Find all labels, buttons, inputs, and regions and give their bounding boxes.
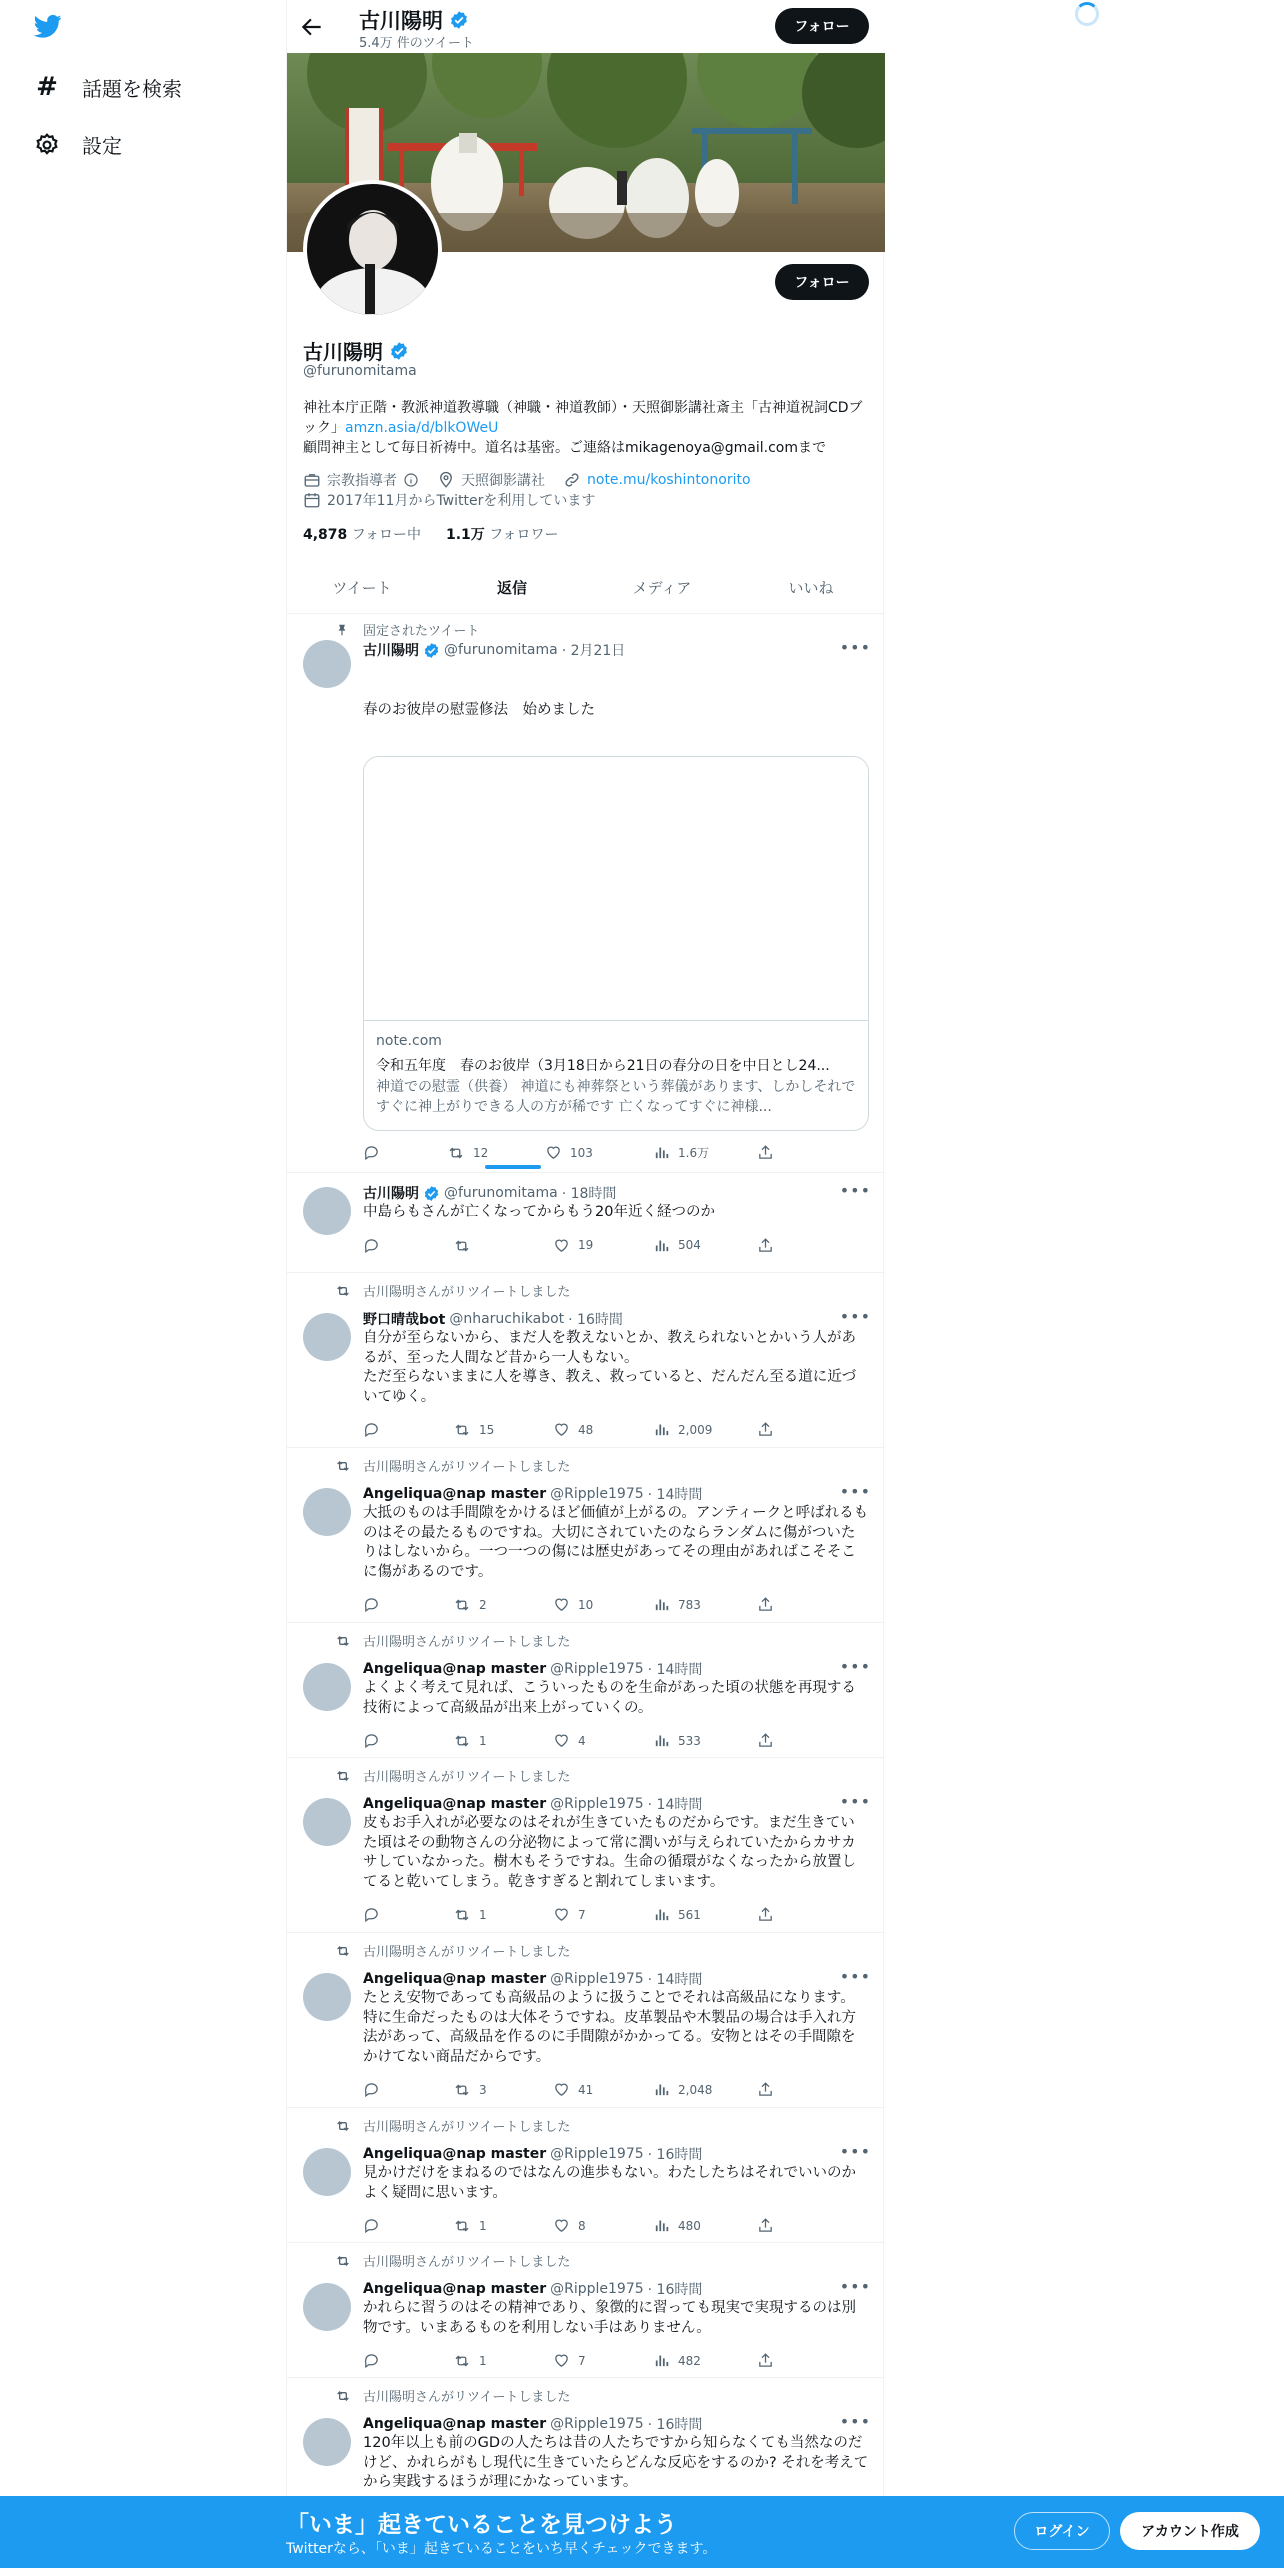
retweet-icon <box>335 2388 351 2404</box>
tweet-header <box>363 2279 702 2299</box>
header-title <box>359 5 469 35</box>
like-button[interactable] <box>553 1732 586 1749</box>
avatar[interactable] <box>303 1973 351 2021</box>
tweet-actions <box>363 1596 793 1616</box>
retweet-icon <box>335 1768 351 1784</box>
analytics-icon <box>653 1732 670 1749</box>
avatar[interactable] <box>303 1187 351 1235</box>
retweet-count: 15 <box>479 1423 495 1437</box>
login-button[interactable]: ログイン <box>1014 2512 1110 2550</box>
author-handle[interactable]: @Ripple1975 <box>550 2416 644 2432</box>
author-name[interactable]: Angeliqua@nap master <box>363 1796 547 1812</box>
followers-label: フォロワー <box>489 527 559 543</box>
retweet-icon <box>335 1283 351 1299</box>
share-icon <box>757 1732 774 1749</box>
heart-icon <box>553 1421 570 1438</box>
profile-name <box>303 336 409 365</box>
signup-banner <box>0 2496 1284 2568</box>
retweet-icon <box>453 2081 471 2099</box>
more-options-icon[interactable]: ••• <box>839 2142 871 2161</box>
retweet-icon <box>453 1732 471 1750</box>
share-icon <box>757 2352 774 2369</box>
tweet-actions <box>363 2352 793 2372</box>
avatar[interactable] <box>303 2283 351 2331</box>
follow-stats <box>303 524 559 544</box>
tweet-count: 5.4万 件のツイート <box>359 36 474 51</box>
retweet-label <box>363 1456 570 1475</box>
retweet-button[interactable] <box>453 1732 487 1750</box>
retweet-count: 2 <box>479 1598 487 1612</box>
retweet-icon <box>335 1633 351 1649</box>
tweet[interactable] <box>287 2243 885 2378</box>
tweet-text: 皮もお手入れが必要なのはそれが生きていたものだからです。まだ生きていた頃はその動物さんの分泌物によって常に潤いが与えられていたからカサカサしていなかった。樹木もそうですね。生命の循環がなくなったから放置してると乾いてしまう。乾きすぎると割れてしまいます。 <box>363 1815 856 1890</box>
retweet-count: 1 <box>479 2219 487 2233</box>
tweet-time[interactable]: · 14時間 <box>647 1662 703 1678</box>
tweet-time[interactable]: · 16時間 <box>568 1312 623 1328</box>
share-button[interactable] <box>757 2217 774 2234</box>
analytics-icon <box>653 2352 670 2369</box>
heart-icon <box>553 1732 570 1749</box>
retweet-label <box>363 1281 570 1300</box>
share-button[interactable] <box>757 1906 774 1923</box>
avatar[interactable] <box>303 1663 351 1711</box>
left-navigation <box>0 0 286 2568</box>
tweet-actions <box>363 1237 793 1257</box>
gear-icon <box>34 132 60 158</box>
share-icon <box>757 1906 774 1923</box>
view-count: 504 <box>678 1238 701 1252</box>
profile-name-text: 古川陽明 <box>303 340 383 364</box>
share-button[interactable] <box>757 2081 774 2098</box>
retweet-icon <box>453 2217 471 2235</box>
analytics-icon <box>653 2217 670 2234</box>
more-options-icon[interactable]: ••• <box>839 2412 871 2431</box>
hashtag-icon: # <box>36 72 58 102</box>
like-button[interactable] <box>553 1596 593 1613</box>
retweet-count: 3 <box>479 2083 487 2097</box>
author-handle[interactable]: @Ripple1975 <box>550 2281 644 2297</box>
tweet-time[interactable]: · 2月21日 <box>561 643 626 659</box>
heart-icon <box>553 1906 570 1923</box>
reply-button[interactable] <box>363 1144 380 1161</box>
analytics-icon <box>653 1906 670 1923</box>
view-count: 2,048 <box>678 2082 713 2097</box>
author-name[interactable]: Angeliqua@nap master <box>363 2281 547 2297</box>
retweet-label-text: 古川陽明さんがリツイートしました <box>363 1945 571 1960</box>
retweet-label-text: 古川陽明さんがリツイートしました <box>363 2120 571 2135</box>
share-icon <box>757 1421 774 1438</box>
heart-icon <box>545 1144 562 1161</box>
tweet-header <box>363 1794 702 1814</box>
more-options-icon[interactable]: ••• <box>839 1181 871 1200</box>
tab-likes[interactable]: いいね <box>788 578 834 597</box>
tweet-text: 中島らもさんが亡くなってからもう20年近く経つのか <box>363 1204 715 1220</box>
retweet-button[interactable] <box>453 1906 487 1924</box>
retweet-icon <box>453 1906 471 1924</box>
tweet-header <box>363 1309 623 1329</box>
tweet-actions <box>363 2217 793 2237</box>
retweet-icon <box>335 1943 351 1959</box>
share-button[interactable] <box>757 2352 774 2369</box>
heart-icon <box>553 2352 570 2369</box>
view-count: 482 <box>678 2353 701 2368</box>
tweet[interactable] <box>287 1623 885 1758</box>
retweet-label-text: 古川陽明さんがリツイートしました <box>363 1635 571 1650</box>
joined-text: 2017年11月からTwitterを利用しています <box>327 493 596 509</box>
retweet-label-text: 古川陽明さんがリツイートしました <box>363 2390 571 2405</box>
tweet-time[interactable]: · 16時間 <box>647 2282 703 2298</box>
retweet-label <box>363 1941 570 1960</box>
retweet-button[interactable] <box>453 2352 487 2370</box>
view-count: 533 <box>678 1733 701 1748</box>
reply-icon <box>363 1421 380 1438</box>
profile-handle: @furunomitama <box>303 363 417 379</box>
avatar[interactable] <box>303 2148 351 2196</box>
share-button[interactable] <box>757 1596 774 1613</box>
reply-icon <box>363 1144 380 1161</box>
view-count: 1.6万 <box>678 1146 710 1160</box>
card-domain: note.com <box>376 1033 442 1049</box>
heart-icon <box>553 1237 570 1254</box>
like-button[interactable] <box>553 1421 593 1438</box>
reply-icon <box>363 1732 380 1749</box>
like-count: 4 <box>578 1733 586 1748</box>
view-count: 2,009 <box>678 1422 713 1437</box>
like-button[interactable] <box>553 1237 593 1254</box>
author-name[interactable]: Angeliqua@nap master <box>363 2416 547 2432</box>
like-count: 103 <box>570 1145 593 1160</box>
retweet-icon <box>335 1458 351 1474</box>
tweet[interactable] <box>287 1273 885 1448</box>
profile-tabs <box>287 560 885 614</box>
followers-link[interactable] <box>446 527 559 543</box>
profile-column <box>286 0 884 2568</box>
tweet[interactable] <box>287 1173 885 1273</box>
pinned-tweet[interactable] <box>287 614 885 1173</box>
tweet-text: たとえ安物であっても高級品のように扱うことでそれは高級品になります。特に生命だったものは大体そうですね。皮革製品や木製品の場合は手入れ方法があって、高級品を作るのに手間隙がかかってる。安物とはその手間隙をかけてない商品だからです。 <box>363 1990 856 2065</box>
heart-icon <box>553 2081 570 2098</box>
reply-icon <box>363 1906 380 1923</box>
link-icon <box>563 471 581 489</box>
retweet-button[interactable] <box>453 1421 494 1439</box>
avatar[interactable] <box>303 1798 351 1846</box>
twitter-logo-icon[interactable] <box>32 12 64 40</box>
reply-button[interactable] <box>363 2217 380 2234</box>
author-name[interactable]: 古川陽明 <box>363 1186 419 1202</box>
reply-button[interactable] <box>363 2352 380 2369</box>
like-count: 41 <box>578 2082 594 2097</box>
author-handle[interactable]: @nharuchikabot <box>449 1311 565 1327</box>
banner-headline: 「いま」起きていることを見つけよう <box>286 2512 677 2538</box>
author-name[interactable]: Angeliqua@nap master <box>363 1486 547 1502</box>
view-count: 561 <box>678 1907 701 1922</box>
like-count: 10 <box>578 1597 594 1612</box>
nav-settings[interactable] <box>34 130 122 159</box>
link-card[interactable] <box>363 756 869 1131</box>
views-button[interactable] <box>653 1732 701 1749</box>
author-handle[interactable]: @Ripple1975 <box>550 1661 644 1677</box>
signup-button[interactable]: アカウント作成 <box>1120 2512 1260 2550</box>
author-name[interactable]: Angeliqua@nap master <box>363 2146 547 2162</box>
followers-count: 1.1万 <box>445 527 485 543</box>
analytics-icon <box>653 1237 670 1254</box>
tweet-text: 120年以上も前のGDの人たちは昔の人たちですから知らなくても当然なのだけど、かれらがもし現代に生きていたらどんな反応をするのか? それを考えてから実践するほうが理にかなっています。 <box>363 2435 869 2490</box>
retweet-icon <box>447 1144 465 1162</box>
reply-button[interactable] <box>363 1421 380 1438</box>
card-image <box>364 757 868 1021</box>
retweet-count: 1 <box>479 1908 487 1922</box>
tab-replies[interactable]: 返信 <box>496 578 527 597</box>
retweet-button[interactable] <box>453 2081 487 2099</box>
reply-icon <box>363 1596 380 1613</box>
like-button[interactable] <box>545 1144 593 1161</box>
reply-button[interactable] <box>363 1237 380 1254</box>
avatar[interactable] <box>303 640 351 688</box>
share-icon <box>757 1237 774 1254</box>
view-count: 783 <box>678 1597 701 1612</box>
share-button[interactable] <box>757 1732 774 1749</box>
profile-meta <box>303 470 751 490</box>
reply-icon <box>363 2352 380 2369</box>
nav-explore[interactable] <box>34 72 182 102</box>
loading-spinner <box>1075 2 1099 26</box>
retweet-icon <box>335 2118 351 2134</box>
calendar-icon <box>303 491 321 509</box>
like-count: 7 <box>578 1907 586 1922</box>
tab-media[interactable]: メディア <box>632 578 692 597</box>
like-button[interactable] <box>553 2217 586 2234</box>
retweet-label-text: 古川陽明さんがリツイートしました <box>363 1460 571 1475</box>
share-button[interactable] <box>757 1237 774 1254</box>
tweet[interactable] <box>287 2108 885 2243</box>
views-button[interactable] <box>653 1421 712 1438</box>
nav-settings-label: 設定 <box>82 134 122 158</box>
profile-joined <box>303 490 595 510</box>
tweet-header <box>363 1484 702 1504</box>
retweet-button[interactable] <box>453 2217 487 2235</box>
more-options-icon[interactable]: ••• <box>839 1482 871 1501</box>
retweet-icon <box>453 1237 471 1255</box>
tweet-header <box>363 1183 616 1203</box>
author-handle[interactable]: @furunomitama <box>444 642 558 658</box>
views-button[interactable] <box>653 1144 709 1161</box>
retweet-icon <box>453 1421 471 1439</box>
tweet[interactable] <box>287 1933 885 2108</box>
retweet-count: 1 <box>479 2354 487 2368</box>
tweet-header <box>363 2414 702 2434</box>
tweet-actions <box>363 2081 793 2101</box>
author-name[interactable]: 野口晴哉bot <box>363 1312 446 1328</box>
pin-icon <box>335 623 349 637</box>
author-handle[interactable]: @Ripple1975 <box>550 2146 644 2162</box>
retweet-label <box>363 2386 570 2405</box>
author-name[interactable]: 古川陽明 <box>363 643 419 659</box>
retweet-label-text: 古川陽明さんがリツイートしました <box>363 1770 571 1785</box>
pinned-label-text: 固定されたツイート <box>363 624 480 639</box>
verified-badge-icon <box>423 1185 440 1202</box>
profile-url[interactable]: note.mu/koshintonorito <box>587 472 751 488</box>
analytics-icon <box>653 1144 670 1161</box>
verified-badge-icon <box>423 642 440 659</box>
reply-button[interactable] <box>363 2081 380 2098</box>
more-options-icon[interactable]: ••• <box>839 1307 871 1326</box>
following-label: フォロー中 <box>351 527 422 543</box>
bio-text-2: 顧問神主として毎日祈祷中。道名は基密。ご連絡はmikagenoya@gmail.comまで <box>303 440 827 456</box>
tweet-time[interactable]: · 14時間 <box>647 1487 703 1503</box>
tweet-time[interactable]: · 18時間 <box>561 1186 617 1202</box>
header-name: 古川陽明 <box>359 9 443 33</box>
like-count: 48 <box>578 1422 594 1437</box>
bio-link[interactable]: amzn.asia/d/blkOWeU <box>345 420 499 436</box>
reply-icon <box>363 2081 380 2098</box>
retweet-label <box>363 2116 570 2135</box>
views-button[interactable] <box>653 2081 712 2098</box>
avatar[interactable] <box>303 2418 351 2466</box>
more-options-icon[interactable]: ••• <box>839 638 871 657</box>
retweet-label-text: 古川陽明さんがリツイートしました <box>363 1285 571 1300</box>
more-options-icon[interactable]: ••• <box>839 2277 871 2296</box>
views-button[interactable] <box>653 1596 701 1613</box>
tweet-text: かれらに習うのはその精神であり、象徴的に習っても現実で実現するのは別物です。いまあるものを利用しない手はありません。 <box>363 2300 856 2336</box>
banner-subtext: Twitterなら、「いま」起きていることをいち早くチェックできます。 <box>286 2541 717 2557</box>
back-arrow-icon[interactable] <box>299 14 325 40</box>
profile-follow-button[interactable]: フォロー <box>775 264 869 300</box>
heart-icon <box>553 2217 570 2234</box>
retweet-label <box>363 1631 570 1650</box>
retweet-label-text: 古川陽明さんがリツイートしました <box>363 2255 571 2270</box>
verified-badge-icon <box>389 341 409 361</box>
like-count: 8 <box>578 2218 586 2233</box>
avatar[interactable] <box>303 1488 351 1536</box>
like-count: 7 <box>578 2353 586 2368</box>
more-options-icon[interactable]: ••• <box>839 1967 871 1986</box>
avatar[interactable] <box>303 1313 351 1361</box>
tweet-actions <box>363 1144 793 1164</box>
views-button[interactable] <box>653 1906 701 1923</box>
views-button[interactable] <box>653 2352 701 2369</box>
tweet-header <box>363 1969 702 1989</box>
tweet-time[interactable]: · 14時間 <box>647 1797 703 1813</box>
retweet-label <box>363 1766 570 1785</box>
retweet-button[interactable] <box>447 1144 488 1162</box>
info-icon[interactable] <box>403 472 419 488</box>
author-handle[interactable]: @Ripple1975 <box>550 1486 644 1502</box>
share-icon <box>757 1144 774 1161</box>
like-button[interactable] <box>553 2081 593 2098</box>
following-count: 4,878 <box>303 527 348 543</box>
tweet-header <box>363 2144 702 2164</box>
profile-location: 天照御影講社 <box>461 473 545 489</box>
like-count: 19 <box>578 1238 594 1252</box>
reply-icon <box>363 1237 380 1254</box>
retweet-label <box>363 2251 570 2270</box>
analytics-icon <box>653 2081 670 2098</box>
verified-badge-icon <box>449 10 469 30</box>
share-button[interactable] <box>757 1421 774 1438</box>
author-handle[interactable]: @furunomitama <box>444 1185 558 1201</box>
reply-icon <box>363 2217 380 2234</box>
profile-header <box>287 0 885 53</box>
tweet-header <box>363 1659 702 1679</box>
tweet-line-1: 春のお彼岸の慰霊修法 始めました <box>363 702 595 718</box>
views-button[interactable] <box>653 1237 701 1254</box>
tweet-actions <box>363 1906 793 1926</box>
reply-button[interactable] <box>363 1732 380 1749</box>
retweet-button[interactable] <box>453 1237 479 1255</box>
author-handle[interactable]: @Ripple1975 <box>550 1971 644 1987</box>
tweet-time[interactable]: · 16時間 <box>647 2147 703 2163</box>
tweet-text: 自分が至らないから、まだ人を教えないとか、教えられないとかいう人があるが、至った人間など昔から一人もない。 ただ至らないままに人を導き、教え、救っていると、だんだん至る道に近づいてゆく。 <box>363 1330 857 1405</box>
tweet-header <box>363 640 625 660</box>
author-handle[interactable]: @Ripple1975 <box>550 1796 644 1812</box>
card-description: 神道での慰霊（供養） 神道にも神葬祭という葬儀があります、しかしそれですぐに神上がりできる人の方が稀です 亡くなってすぐに神様... <box>376 1079 856 1115</box>
reply-button[interactable] <box>363 1906 380 1923</box>
tweet-text: 見かけだけをまねるのではなんの進歩もない。わたしたちはそれでいいのかよく疑問に思います。 <box>363 2165 856 2201</box>
profile-category: 宗教指導者 <box>327 473 397 489</box>
pinned-label <box>363 620 479 639</box>
views-button[interactable] <box>653 2217 701 2234</box>
more-options-icon[interactable]: ••• <box>839 1657 871 1676</box>
tab-tweets[interactable]: ツイート <box>332 578 392 597</box>
retweet-icon <box>335 2253 351 2269</box>
retweet-button[interactable] <box>453 1596 487 1614</box>
header-follow-button[interactable]: フォロー <box>775 8 869 44</box>
more-options-icon[interactable]: ••• <box>839 1792 871 1811</box>
analytics-icon <box>653 1596 670 1613</box>
bio-text-1: 神社本庁正階・教派神道教導職（神職・神道教師）・天照御影講社斎主「古神道祝詞CDブック」 <box>303 400 863 436</box>
tweet-time[interactable]: · 16時間 <box>647 2417 703 2433</box>
profile-avatar[interactable] <box>303 180 442 319</box>
heart-icon <box>553 1596 570 1613</box>
tweet-text: 大抵のものは手間隙をかけるほど価値が上がるの。アンティークと呼ばれるものはその最たるものですね。大切にされていたのならランダムに傷がついたりはしないから。一つ一つの傷には歴史があってその理由があればこそそこに傷があるのです。 <box>363 1505 869 1580</box>
author-name[interactable]: Angeliqua@nap master <box>363 1661 547 1677</box>
analytics-icon <box>653 1421 670 1438</box>
profile-bio <box>303 398 869 458</box>
briefcase-icon <box>303 471 321 489</box>
card-title: 令和五年度 春のお彼岸（3月18日から21日の春分の日を中日とし24... <box>376 1058 830 1074</box>
retweet-count: 1 <box>479 1734 487 1748</box>
tweet-actions <box>363 1732 793 1752</box>
location-icon <box>437 471 455 489</box>
tweet[interactable] <box>287 1448 885 1623</box>
tweet-actions <box>363 1421 793 1441</box>
share-icon <box>757 2217 774 2234</box>
tweet-text: よくよく考えて見れば、こういったものを生命があった頃の状態を再現する技術によって高級品が出来上がっていくの。 <box>363 1680 856 1716</box>
retweet-icon <box>453 1596 471 1614</box>
like-button[interactable] <box>553 1906 586 1923</box>
share-button[interactable] <box>757 1144 774 1161</box>
tweet-time[interactable]: · 14時間 <box>647 1972 703 1988</box>
retweet-count: 12 <box>473 1146 489 1160</box>
author-name[interactable]: Angeliqua@nap master <box>363 1971 547 1987</box>
retweet-icon <box>453 2352 471 2370</box>
share-icon <box>757 1596 774 1613</box>
share-icon <box>757 2081 774 2098</box>
like-button[interactable] <box>553 2352 586 2369</box>
nav-explore-label: 話題を検索 <box>82 76 182 101</box>
tweet[interactable] <box>287 1758 885 1933</box>
view-count: 480 <box>678 2218 701 2233</box>
reply-button[interactable] <box>363 1596 380 1613</box>
following-link[interactable] <box>303 527 421 543</box>
